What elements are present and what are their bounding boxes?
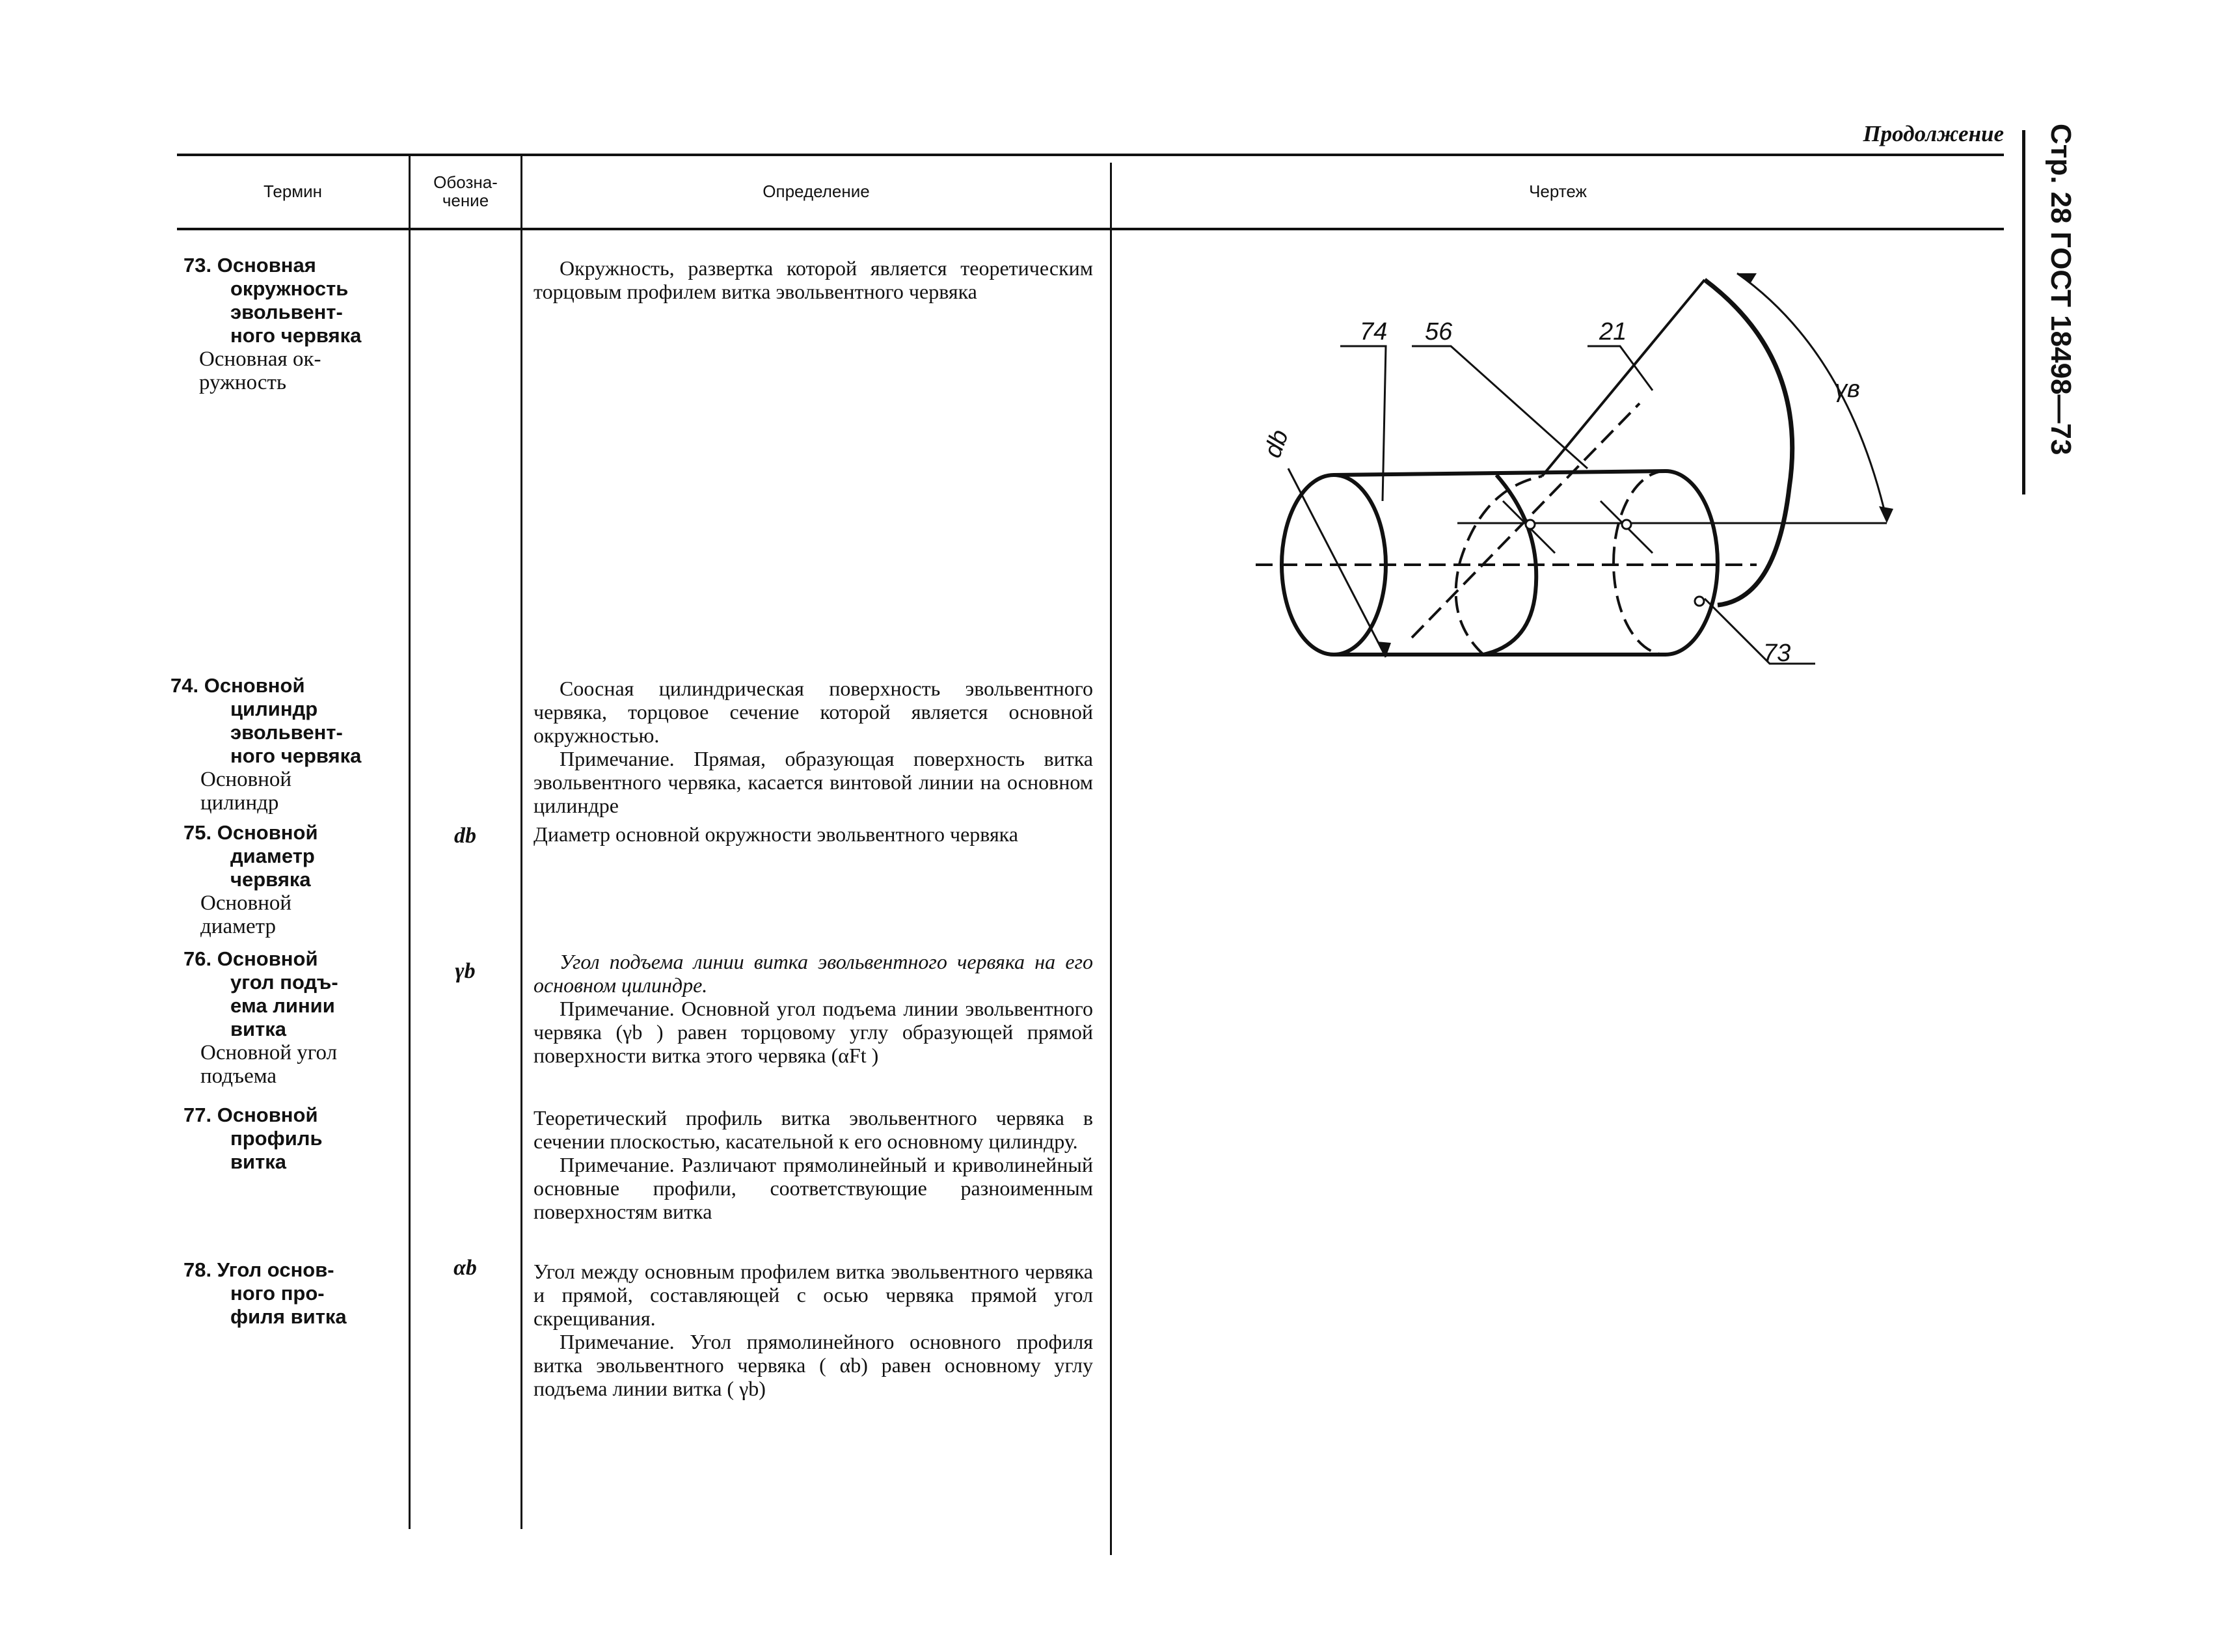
term-number: 73. [183,254,212,277]
header-term: Термин [263,182,323,201]
label-gamma: γв [1835,375,1860,403]
term-short-line: Основная ок- [199,347,321,371]
term-short-line: Основной [200,891,292,915]
column-divider-3 [1110,163,1112,1555]
term-77 [183,1104,418,1174]
term-title-line: Основной [217,1104,318,1126]
term-title-line: витка [230,1150,287,1173]
diameter-line [1288,468,1386,657]
term-number: 78. [183,1258,212,1281]
definition-77 [534,1106,1093,1223]
definition-text: Угол подъема линии витка эвольвентного червяка на его основном цилиндре. [534,950,1093,997]
term-title-line: окружность [230,277,349,300]
term-title-line: Угол основ- [217,1258,334,1281]
definition-note: Примечание. Прямая, образующая поверхность витка эвольвентного червяка, касается винтовой линии на основном цилиндре [534,747,1093,817]
term-title-line: Основной [217,821,318,844]
definition-text: Окружность, развертка которой является теоретическим торцовым профилем витка эвольвентного червяка [534,256,1093,303]
term-title-line: угол подъ- [230,971,338,994]
definition-78 [534,1260,1093,1400]
header-drawing: Чертеж [1529,182,1587,201]
label-56: 56 [1425,318,1453,345]
term-75 [183,821,418,938]
leader-56 [1412,346,1587,468]
term-title-line: эвольвент- [230,301,343,323]
definition-text: Теоретический профиль витка эвольвентного червяка в сечении плоскостью, касательной к его основному цилиндру. [534,1106,1093,1153]
term-title-line: Основной [204,674,305,697]
term-title-line: филя витка [230,1305,347,1328]
term-short-line: цилиндр [200,791,279,815]
term-number: 76. [183,947,212,970]
term-title-line: ного червяка [230,324,362,347]
term-short-line: подъема [200,1064,277,1088]
term-title-line: цилиндр [230,697,318,720]
definition-74 [534,677,1093,817]
term-title-line: ема линии [230,994,335,1017]
term-title-line: профиль [230,1127,323,1150]
term-short-line: Основной [200,768,292,791]
symbol-76: γb [455,959,476,983]
tangent-point [1622,520,1631,529]
header-symbol: Обозна- чение [433,172,498,210]
right-end-hidden-half [1614,471,1666,655]
side-page-label [2029,124,2077,501]
definition-text: Диаметр основной окружности эвольвентного червяка [534,822,1018,846]
definition-note: Примечание. Основной угол подъема линии эвольвентного червяка (γb ) равен торцовому углу образующей прямой поверхности витка этого червяка (αFt ) [534,997,1093,1067]
arrow-head [1737,273,1757,284]
column-divider-2 [520,156,522,1529]
term-76 [183,947,418,1088]
worm-drawing [1236,254,1965,696]
definition-text: Соосная цилиндрическая поверхность эвольвентного червяка, торцовое сечение которой является основной окружностью. [534,677,1093,747]
term-title-line: червяка [230,868,311,891]
tangent-point [1695,597,1704,606]
term-title-line: витка [230,1018,287,1040]
definition-73 [534,256,1093,303]
leader-73 [1705,599,1815,664]
label-21: 21 [1599,318,1627,345]
side-divider [2022,130,2025,494]
continued-label: Продолжение [1863,121,2004,146]
term-title-line: Основной [217,947,318,970]
arrow-head [1879,506,1893,523]
term-number: 74. [170,674,199,697]
symbol-75: db [454,824,476,848]
side-page-label-text: Стр. 28 ГОСТ 18498—73 [2045,124,2077,455]
tangent-point [1526,520,1535,529]
label-db: db [1258,426,1294,462]
cylinder-right-end [1666,471,1718,655]
term-title-line: Основная [217,254,316,277]
term-78 [183,1258,418,1329]
term-title-line: ного червяка [230,744,362,767]
definition-note: Примечание. Различают прямолинейный и криволинейный основные профили, соответствующие разноименным поверхностям витка [534,1153,1093,1223]
table-header-rule [177,228,2004,230]
construction-line [1412,403,1640,638]
table-top-rule [177,154,2004,156]
term-number: 75. [183,821,212,844]
generator-line [1542,280,1705,476]
header-definition: Определение [763,182,870,201]
angle-arc [1737,273,1887,521]
term-74 [170,674,405,815]
label-73: 73 [1763,640,1791,667]
term-short-line: ружность [199,371,287,394]
term-number: 77. [183,1104,212,1126]
term-title-line: диаметр [230,845,315,867]
definition-75 [534,822,1093,846]
term-short-line: диаметр [200,915,276,938]
term-short-line: Основной угол [200,1041,338,1064]
term-title-line: эвольвент- [230,721,343,744]
term-title-line: ного про- [230,1282,325,1305]
definition-note: Примечание. Угол прямолинейного основного профиля витка эвольвентного червяка ( αb) равен основному углу подъема линии витка ( γb) [534,1330,1093,1400]
label-74: 74 [1360,318,1388,345]
symbol-78: αb [453,1256,477,1280]
term-73 [183,254,418,394]
definition-text: Угол между основным профилем витка эвольвентного червяка и прямой, составляющей с осью червяка прямой угол скрещивания. [534,1260,1093,1330]
definition-76 [534,950,1093,1067]
